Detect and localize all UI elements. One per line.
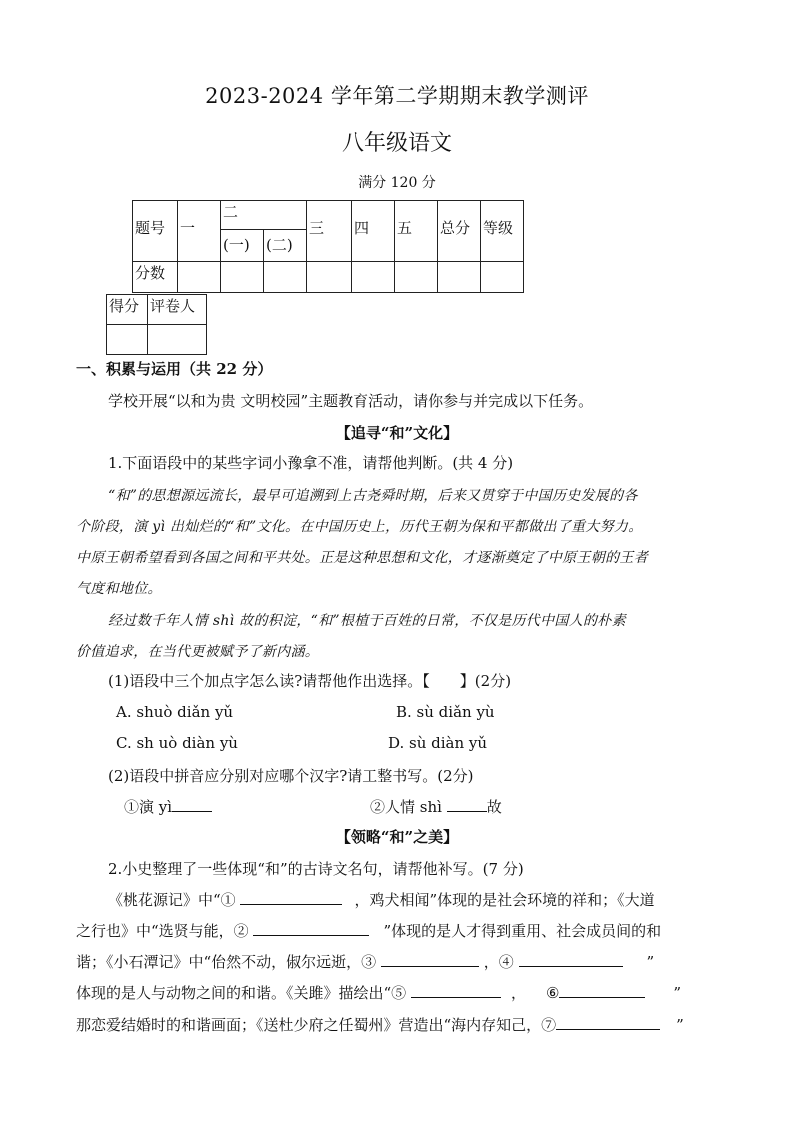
score-table-col-2: 二 [221, 201, 307, 230]
score-table-col-total: 总分 [438, 201, 481, 262]
q2-line-5: 那恋爱结婚时的和谐画面；《送杜少府之任蜀州》营造出“海内存知己，⑦ ” [76, 1016, 684, 1034]
option-b[interactable]: B. sù diǎn yù [396, 703, 495, 721]
blank-6[interactable] [559, 983, 645, 998]
score-cell[interactable] [307, 262, 352, 293]
grader-name-label: 评卷人 [148, 295, 207, 325]
passage-line: 价值追求，在当代更被赋予了新内涵。 [76, 644, 320, 660]
score-table-col-3: 三 [307, 201, 352, 262]
passage-line: 个阶段，演 yì 出灿烂的“和”文化。在中国历史上，历代王朝为保和平都做出了重大努力。 [76, 519, 643, 535]
score-table-sub-1: (一) [221, 230, 264, 262]
score-table-col-4: 四 [352, 201, 395, 262]
passage-line: 经过数千年人情 shì 故的积淀，“和”根植于百姓的日常，不仅是历代中国人的朴素 [108, 613, 626, 629]
score-table-sub-2: (二) [264, 230, 307, 262]
blank-3[interactable] [381, 952, 479, 967]
question-2: 2.小史整理了一些体现“和”的古诗文名句，请帮他补写。(7 分) [108, 860, 524, 878]
score-cell[interactable] [178, 262, 221, 293]
blank-line[interactable] [447, 797, 487, 812]
q2-line-1: 《桃花源记》中“① ，鸡犬相闻”体现的是社会环境的祥和；《大道 [108, 891, 655, 909]
subsection-title-1: 【追寻“和”文化】 [335, 424, 459, 442]
fill-blank-2[interactable] [370, 796, 502, 817]
fill-blank-1[interactable] [124, 796, 212, 817]
fill-blank-2-label: ②人情 shì [370, 798, 442, 816]
grader-score-label: 得分 [107, 295, 148, 325]
q2-line-2: 之行也》中“选贤与能，② ”体现的是人才得到重用、社会成员间的和 [76, 922, 662, 940]
passage-line: 中原王朝希望看到各国之间和平共处。正是这种思想和文化，才逐渐奠定了中原王朝的王者 [76, 550, 648, 566]
score-cell[interactable] [264, 262, 307, 293]
question-1-2: (2)语段中拼音应分别对应哪个汉字?请工整书写。(2分) [108, 767, 474, 785]
blank-5[interactable] [411, 983, 501, 998]
question-1: 1.下面语段中的某些字词小豫拿不准，请帮他判断。(共 4 分) [108, 454, 514, 472]
score-cell[interactable] [352, 262, 395, 293]
blank-2[interactable] [253, 921, 369, 936]
subsection-title-2: 【领略“和”之美】 [335, 828, 459, 846]
section-heading: 一、积累与运用（共 22 分） [76, 360, 273, 378]
score-cell[interactable] [395, 262, 438, 293]
score-table-header-label: 题号 [133, 201, 178, 262]
score-cell[interactable] [481, 262, 524, 293]
score-row-label: 分数 [133, 262, 178, 293]
passage-line: “和”的思想源远流长，最早可追溯到上古尧舜时期，后来又贯穿于中国历史发展的各 [108, 488, 638, 504]
question-1-1: (1)语段中三个加点字怎么读?请帮他作出选择。【 】(2分) [108, 672, 512, 690]
grader-name-cell[interactable] [148, 325, 207, 355]
q2-line-3: 谐；《小石潭记》中“佁然不动，俶尔远逝，③ ，④ ” [76, 953, 655, 971]
option-a[interactable]: A. shuò diǎn yǔ [116, 703, 234, 721]
grader-score-cell[interactable] [107, 325, 148, 355]
exam-subject: 八年级语文 [341, 131, 452, 156]
full-score: 满分 120 分 [358, 175, 436, 191]
fill-blank-1-label: ①演 yì [124, 798, 173, 816]
blank-1[interactable] [240, 890, 342, 905]
blank-line[interactable] [172, 797, 212, 812]
score-table [132, 200, 524, 293]
score-cell[interactable] [438, 262, 481, 293]
score-cell[interactable] [221, 262, 264, 293]
passage-line: 气度和地位。 [76, 581, 162, 597]
blank-4[interactable] [519, 952, 623, 967]
section-intro: 学校开展“以和为贵 文明校园”主题教育活动，请你参与并完成以下任务。 [108, 392, 594, 410]
score-table-col-1: 一 [178, 201, 221, 262]
grader-table [106, 294, 207, 355]
option-c[interactable]: C. sh uò diàn yù [116, 734, 238, 752]
blank-7[interactable] [556, 1015, 660, 1030]
option-d[interactable]: D. sù diàn yǔ [388, 734, 488, 752]
score-table-col-5: 五 [395, 201, 438, 262]
q2-line-4: 体现的是人与动物之间的和谐。《关雎》描绘出“⑤ ， ⑥ ” [76, 984, 682, 1002]
fill-blank-2-end: 故 [486, 798, 502, 816]
exam-title: 2023-2024 学年第二学期期末教学测评 [205, 84, 589, 108]
score-table-col-grade: 等级 [481, 201, 524, 262]
